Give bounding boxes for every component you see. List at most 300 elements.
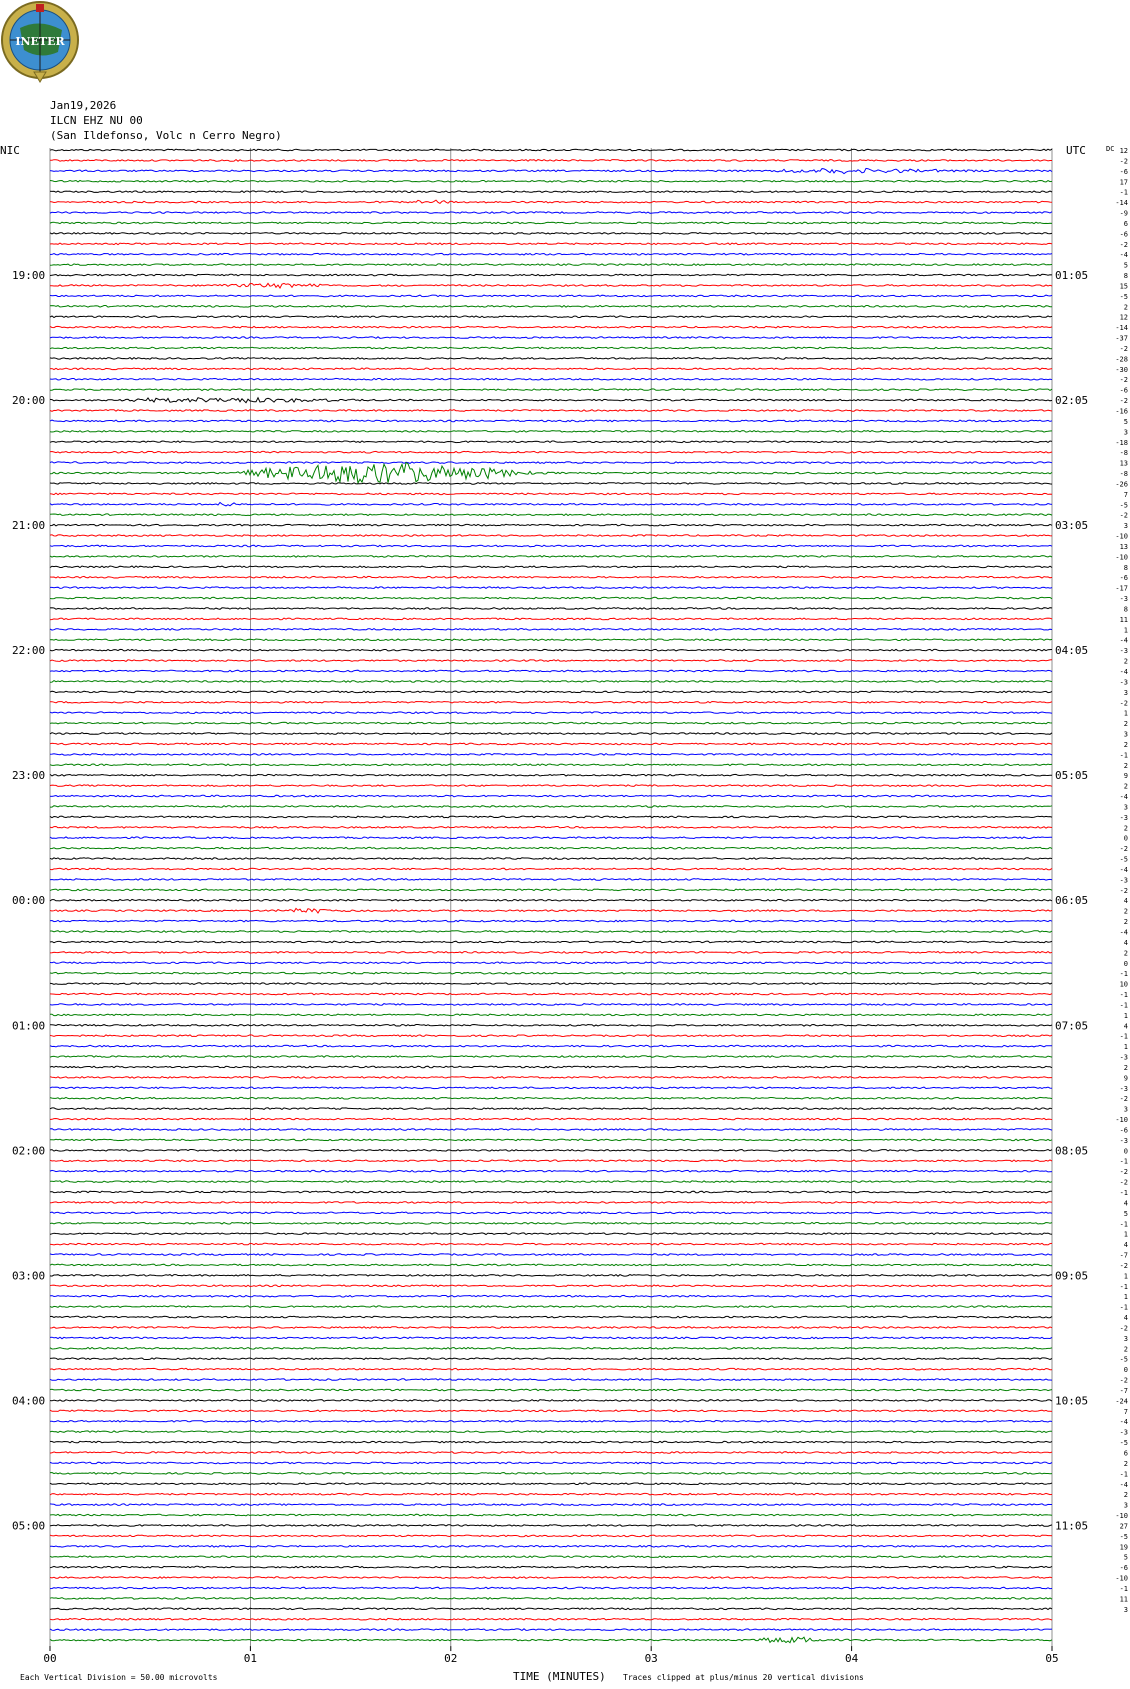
trace-97	[50, 1160, 1052, 1162]
dc-offset-label: -1	[1119, 1157, 1128, 1166]
dc-offset-label: 4	[1123, 1199, 1128, 1208]
trace-28	[50, 441, 1052, 443]
trace-136	[50, 1566, 1052, 1568]
dc-offset-label: -1	[1119, 1001, 1128, 1010]
dc-offset-label: -2	[1119, 699, 1128, 708]
trace-32	[50, 483, 1052, 485]
trace-110	[50, 1295, 1052, 1297]
trace-55	[50, 722, 1052, 724]
trace-105	[50, 1243, 1052, 1245]
trace-9	[50, 243, 1052, 245]
trace-67	[50, 847, 1052, 849]
dc-offset-label: -3	[1119, 1053, 1128, 1062]
trace-111	[50, 1306, 1052, 1308]
trace-24	[50, 398, 1052, 403]
trace-118	[50, 1379, 1052, 1381]
dc-offset-label: -2	[1119, 1324, 1128, 1333]
trace-57	[50, 743, 1052, 745]
dc-offset-label: -8	[1119, 449, 1128, 458]
dc-offset-label: -1	[1119, 991, 1128, 1000]
dc-offset-label: -1	[1119, 188, 1128, 197]
logo-text: INETER	[15, 35, 65, 48]
dc-offset-label: -4	[1119, 668, 1128, 676]
date-label: Jan19,2026	[50, 99, 117, 112]
dc-offset-label: -5	[1119, 1355, 1128, 1364]
trace-139	[50, 1598, 1052, 1600]
trace-7	[50, 222, 1052, 224]
dc-offset-label: 2	[1123, 1459, 1128, 1468]
trace-40	[50, 566, 1052, 568]
dc-offset-label: 4	[1123, 1314, 1128, 1323]
trace-52	[50, 691, 1052, 693]
dc-offset-label: -4	[1119, 1480, 1128, 1489]
dc-offset-label: -4	[1119, 928, 1128, 937]
right-hour-label: 09:05	[1055, 1269, 1089, 1283]
dc-offset-label: 13	[1119, 542, 1128, 551]
x-tick-label: 05	[1045, 1652, 1059, 1666]
x-axis-title: TIME (MINUTES)	[513, 1670, 606, 1683]
dc-offset-label: -6	[1119, 1564, 1128, 1573]
trace-15	[50, 306, 1052, 308]
trace-16	[50, 316, 1052, 318]
trace-128	[50, 1483, 1052, 1485]
trace-25	[50, 410, 1052, 412]
dc-offset-label: -17	[1115, 584, 1128, 593]
trace-43	[50, 597, 1052, 599]
trace-61	[50, 785, 1052, 787]
trace-88	[50, 1066, 1052, 1068]
dc-offset-label: 4	[1123, 1022, 1128, 1031]
trace-124	[50, 1441, 1052, 1443]
dc-offset-label: -10	[1115, 532, 1128, 541]
trace-80	[50, 983, 1052, 985]
trace-41	[50, 576, 1052, 578]
trace-75	[50, 931, 1052, 933]
trace-116	[50, 1358, 1052, 1360]
location-label: (San Ildefonso, Volc n Cerro Negro)	[50, 129, 282, 142]
dc-offset-label: -3	[1119, 1136, 1128, 1145]
dc-offset-label: 6	[1123, 219, 1128, 228]
dc-offset-label: -2	[1119, 240, 1128, 249]
trace-27	[50, 431, 1052, 433]
trace-117	[50, 1368, 1052, 1370]
dc-offset-label: 3	[1123, 522, 1128, 531]
right-hour-label: 07:05	[1055, 1019, 1089, 1033]
trace-21	[50, 368, 1052, 370]
dc-offset-label: -10	[1115, 1574, 1128, 1583]
trace-2	[50, 168, 1052, 173]
dc-offset-label: 2	[1123, 761, 1128, 770]
dc-offset-label: -6	[1119, 1126, 1128, 1135]
dc-offset-label: -37	[1115, 334, 1128, 343]
x-tick-label: 03	[644, 1652, 658, 1666]
scale-note: Each Vertical Division = 50.00 microvolts	[20, 1673, 218, 1682]
x-axis-ticks	[43, 1646, 1058, 1665]
trace-0	[50, 149, 1052, 151]
dc-offset-label: 1	[1123, 1272, 1128, 1281]
dc-offset-label: 3	[1123, 1605, 1128, 1614]
trace-137	[50, 1577, 1052, 1579]
trace-59	[50, 764, 1052, 766]
dc-offset-label: 2	[1123, 303, 1128, 312]
trace-106	[50, 1254, 1052, 1256]
station-label: ILCN EHZ NU 00	[50, 114, 143, 127]
trace-82	[50, 1004, 1052, 1006]
trace-63	[50, 806, 1052, 808]
left-hour-label: 05:00	[12, 1519, 46, 1533]
left-hour-label: 02:00	[12, 1144, 46, 1158]
trace-5	[50, 200, 1052, 203]
trace-100	[50, 1191, 1052, 1193]
dc-offset-label: -5	[1119, 1439, 1128, 1448]
dc-offset-label: 1	[1123, 709, 1128, 718]
trace-107	[50, 1264, 1052, 1266]
trace-33	[50, 493, 1052, 495]
trace-126	[50, 1462, 1052, 1464]
trace-42	[50, 587, 1052, 589]
trace-96	[50, 1150, 1052, 1152]
right-hour-label: 04:05	[1055, 644, 1089, 658]
dc-offset-label: 7	[1123, 1407, 1128, 1416]
dc-offset-label: 27	[1119, 1522, 1128, 1531]
trace-81	[50, 993, 1052, 995]
trace-51	[50, 681, 1052, 683]
dc-offset-label: -2	[1119, 1261, 1128, 1270]
left-hour-label: 23:00	[12, 769, 46, 783]
dc-offset-label: -6	[1119, 167, 1128, 176]
dc-offset-label: -10	[1115, 1512, 1128, 1521]
trace-26	[50, 420, 1052, 422]
dc-offset-label: 3	[1123, 1501, 1128, 1510]
trace-123	[50, 1431, 1052, 1433]
trace-49	[50, 660, 1052, 662]
dc-offset-label: -4	[1119, 1418, 1128, 1427]
dc-offset-label: -2	[1119, 376, 1128, 385]
trace-8	[50, 233, 1052, 235]
dc-offset-label: -2	[1119, 344, 1128, 353]
dc-offset-label: -2	[1119, 397, 1128, 406]
dc-offset-label: -1	[1119, 1282, 1128, 1291]
trace-36	[50, 524, 1052, 526]
dc-offset-label: -28	[1115, 355, 1128, 364]
dc-offset-label: -1	[1119, 1032, 1128, 1041]
trace-6	[50, 212, 1052, 214]
right-hour-label: 10:05	[1055, 1394, 1089, 1408]
trace-85	[50, 1035, 1052, 1037]
trace-122	[50, 1420, 1052, 1422]
trace-115	[50, 1348, 1052, 1350]
dc-offset-label: 15	[1119, 282, 1128, 291]
dc-offset-label: 2	[1123, 782, 1128, 791]
trace-31	[50, 463, 1052, 483]
trace-142	[50, 1629, 1052, 1631]
trace-56	[50, 733, 1052, 735]
trace-89	[50, 1077, 1052, 1079]
dc-offset-label: 3	[1123, 1105, 1128, 1114]
dc-offset-label: -14	[1115, 324, 1128, 333]
dc-offset-labels	[1115, 147, 1128, 1614]
trace-48	[50, 649, 1052, 651]
dc-offset-label: 0	[1123, 1147, 1128, 1156]
trace-99	[50, 1181, 1052, 1183]
dc-offset-label: 1	[1123, 1230, 1128, 1239]
dc-offset-label: -2	[1119, 1178, 1128, 1187]
dc-offset-label: -4	[1119, 251, 1128, 260]
trace-131	[50, 1514, 1052, 1516]
left-hour-label: 00:00	[12, 894, 46, 908]
trace-64	[50, 816, 1052, 818]
trace-98	[50, 1170, 1052, 1172]
dc-offset-label: -2	[1119, 1095, 1128, 1104]
x-tick-label: 00	[43, 1652, 57, 1666]
trace-108	[50, 1275, 1052, 1277]
trace-113	[50, 1327, 1052, 1329]
trace-50	[50, 670, 1052, 672]
trace-74	[50, 920, 1052, 922]
dc-offset-label: -14	[1115, 199, 1128, 208]
right-tz-label: UTC	[1066, 144, 1086, 157]
trace-141	[50, 1618, 1052, 1620]
trace-130	[50, 1504, 1052, 1506]
trace-38	[50, 545, 1052, 547]
dc-offset-label: -3	[1119, 1084, 1128, 1093]
dc-offset-label: 4	[1123, 1241, 1128, 1250]
dc-offset-label: -5	[1119, 855, 1128, 864]
trace-73	[50, 908, 1052, 913]
dc-offset-label: -16	[1115, 407, 1128, 416]
dc-offset-label: 2	[1123, 824, 1128, 833]
trace-53	[50, 702, 1052, 704]
trace-102	[50, 1212, 1052, 1214]
right-hour-label: 08:05	[1055, 1144, 1089, 1158]
dc-offset-label: 9	[1123, 772, 1128, 781]
trace-120	[50, 1400, 1052, 1402]
dc-offset-label: -3	[1119, 1428, 1128, 1437]
left-hour-label: 03:00	[12, 1269, 46, 1283]
dc-offset-label: -3	[1119, 647, 1128, 656]
dc-offset-label: -18	[1115, 438, 1128, 447]
dc-offset-label: -1	[1119, 1584, 1128, 1593]
dc-offset-label: 2	[1123, 1491, 1128, 1500]
dc-offset-label: -10	[1115, 1116, 1128, 1125]
dc-offset-label: 5	[1123, 1209, 1128, 1218]
trace-71	[50, 889, 1052, 891]
dc-offset-label: -30	[1115, 365, 1128, 374]
dc-offset-label: 8	[1123, 605, 1128, 614]
trace-65	[50, 827, 1052, 829]
dc-offset-label: 0	[1123, 959, 1128, 968]
dc-offset-label: 10	[1119, 980, 1128, 989]
dc-offset-label: 11	[1119, 1595, 1128, 1604]
dc-offset-label: 7	[1123, 490, 1128, 499]
trace-12	[50, 274, 1052, 276]
trace-79	[50, 972, 1052, 974]
trace-4	[50, 191, 1052, 193]
trace-3	[50, 181, 1052, 183]
dc-offset-label: 3	[1123, 730, 1128, 739]
dc-offset-label: -4	[1119, 636, 1128, 645]
trace-20	[50, 358, 1052, 360]
dc-offset-label: 8	[1123, 563, 1128, 572]
left-hour-label: 22:00	[12, 644, 46, 658]
dc-offset-label: -3	[1119, 595, 1128, 604]
dc-offset-label: -1	[1119, 1303, 1128, 1312]
trace-76	[50, 941, 1052, 943]
trace-125	[50, 1452, 1052, 1454]
trace-68	[50, 858, 1052, 860]
trace-58	[50, 754, 1052, 756]
trace-104	[50, 1233, 1052, 1235]
trace-134	[50, 1546, 1052, 1548]
dc-offset-label: -2	[1119, 1168, 1128, 1177]
dc-offset-label: 4	[1123, 897, 1128, 906]
dc-offset-label: 6	[1123, 1449, 1128, 1458]
dc-offset-label: 1	[1123, 626, 1128, 635]
trace-34	[50, 503, 1052, 506]
left-hour-labels	[12, 269, 45, 1532]
dc-offset-label: 13	[1119, 459, 1128, 468]
trace-90	[50, 1087, 1052, 1089]
dc-offset-label: 0	[1123, 834, 1128, 843]
x-tick-label: 02	[444, 1652, 458, 1666]
trace-127	[50, 1473, 1052, 1475]
trace-23	[50, 389, 1052, 391]
trace-132	[50, 1525, 1052, 1527]
trace-121	[50, 1410, 1052, 1412]
dc-offset-label: 19	[1119, 1543, 1128, 1552]
dc-offset-label: 3	[1123, 428, 1128, 437]
dc-offset-label: -24	[1115, 1397, 1128, 1406]
seismic-traces	[50, 149, 1052, 1643]
dc-offset-label: 8	[1123, 272, 1128, 281]
trace-44	[50, 608, 1052, 610]
left-hour-label: 04:00	[12, 1394, 46, 1408]
dc-offset-label: -1	[1119, 970, 1128, 979]
dc-offset-label: -1	[1119, 1189, 1128, 1197]
trace-83	[50, 1014, 1052, 1016]
trace-18	[50, 337, 1052, 339]
trace-46	[50, 629, 1052, 631]
trace-62	[50, 795, 1052, 797]
dc-offset-label: 12	[1119, 147, 1128, 155]
trace-60	[50, 774, 1052, 776]
dc-offset-label: 2	[1123, 1063, 1128, 1072]
trace-129	[50, 1493, 1052, 1495]
trace-35	[50, 514, 1052, 516]
clip-note: Traces clipped at plus/minus 20 vertical divisions	[623, 1673, 864, 1682]
trace-22	[50, 378, 1052, 380]
trace-91	[50, 1097, 1052, 1099]
trace-1	[50, 160, 1052, 162]
trace-92	[50, 1108, 1052, 1110]
right-hour-label: 01:05	[1055, 269, 1089, 283]
right-hour-label: 06:05	[1055, 894, 1089, 908]
trace-78	[50, 962, 1052, 964]
trace-95	[50, 1139, 1052, 1141]
trace-86	[50, 1045, 1052, 1047]
right-hour-label: 02:05	[1055, 394, 1089, 408]
trace-135	[50, 1556, 1052, 1558]
trace-109	[50, 1285, 1052, 1287]
trace-14	[50, 295, 1052, 297]
trace-94	[50, 1129, 1052, 1131]
right-hour-labels	[1055, 269, 1088, 1532]
dc-offset-label: -9	[1119, 209, 1128, 218]
dc-offset-label: 2	[1123, 740, 1128, 749]
trace-84	[50, 1025, 1052, 1027]
trace-69	[50, 868, 1052, 870]
left-tz-label: NIC	[0, 144, 20, 157]
trace-11	[50, 264, 1052, 266]
dc-offset-label: -5	[1119, 501, 1128, 510]
x-tick-label: 04	[844, 1652, 859, 1666]
dc-offset-label: -4	[1119, 865, 1128, 874]
dc-offset-label: -2	[1119, 1376, 1128, 1385]
dc-offset-label: -8	[1119, 470, 1128, 479]
trace-77	[50, 952, 1052, 954]
left-hour-label: 20:00	[12, 394, 46, 408]
trace-37	[50, 535, 1052, 537]
right-hour-label: 05:05	[1055, 769, 1089, 783]
dc-offset-label: 1	[1123, 1293, 1128, 1302]
dc-offset-label: -1	[1119, 751, 1128, 760]
dc-offset-label: -6	[1119, 386, 1128, 395]
trace-72	[50, 899, 1052, 901]
left-hour-label: 01:00	[12, 1019, 46, 1033]
trace-70	[50, 879, 1052, 881]
trace-19	[50, 347, 1052, 349]
dc-offset-label: -3	[1119, 813, 1128, 822]
trace-114	[50, 1337, 1052, 1339]
dc-offset-label: -3	[1119, 876, 1128, 885]
dc-offset-label: 2	[1123, 949, 1128, 958]
dc-offset-label: -5	[1119, 1532, 1128, 1541]
trace-140	[50, 1608, 1052, 1610]
dc-offset-label: -7	[1119, 1251, 1128, 1260]
trace-103	[50, 1223, 1052, 1225]
dc-offset-label: -10	[1115, 553, 1128, 562]
dc-offset-label: 17	[1119, 178, 1128, 187]
dc-offset-label: 11	[1119, 615, 1128, 624]
dc-offset-label: 5	[1123, 417, 1128, 426]
trace-13	[50, 283, 1052, 288]
dc-offset-label: -5	[1119, 292, 1128, 301]
dc-offset-label: 2	[1123, 657, 1128, 666]
dc-offset-label: 2	[1123, 720, 1128, 729]
dc-offset-label: 1	[1123, 1043, 1128, 1052]
dc-offset-label: 2	[1123, 918, 1128, 927]
dc-offset-label: 3	[1123, 1334, 1128, 1343]
trace-138	[50, 1587, 1052, 1589]
left-hour-label: 19:00	[12, 269, 46, 283]
dc-offset-label: -6	[1119, 230, 1128, 239]
dc-offset-label: -1	[1119, 1470, 1128, 1479]
dc-offset-label: 4	[1123, 938, 1128, 947]
dc-offset-label: -2	[1119, 886, 1128, 895]
trace-17	[50, 326, 1052, 328]
dc-offset-label: 5	[1123, 261, 1128, 270]
right-hour-label: 03:05	[1055, 519, 1089, 533]
trace-119	[50, 1389, 1052, 1391]
dc-offset-label: -3	[1119, 678, 1128, 687]
x-tick-label: 01	[243, 1652, 258, 1666]
dc-offset-label: -6	[1119, 574, 1128, 583]
trace-45	[50, 618, 1052, 620]
dc-offset-label: -2	[1119, 845, 1128, 854]
trace-93	[50, 1118, 1052, 1120]
dc-offset-label: -4	[1119, 793, 1128, 802]
dc-offset-label: -1	[1119, 1220, 1128, 1229]
